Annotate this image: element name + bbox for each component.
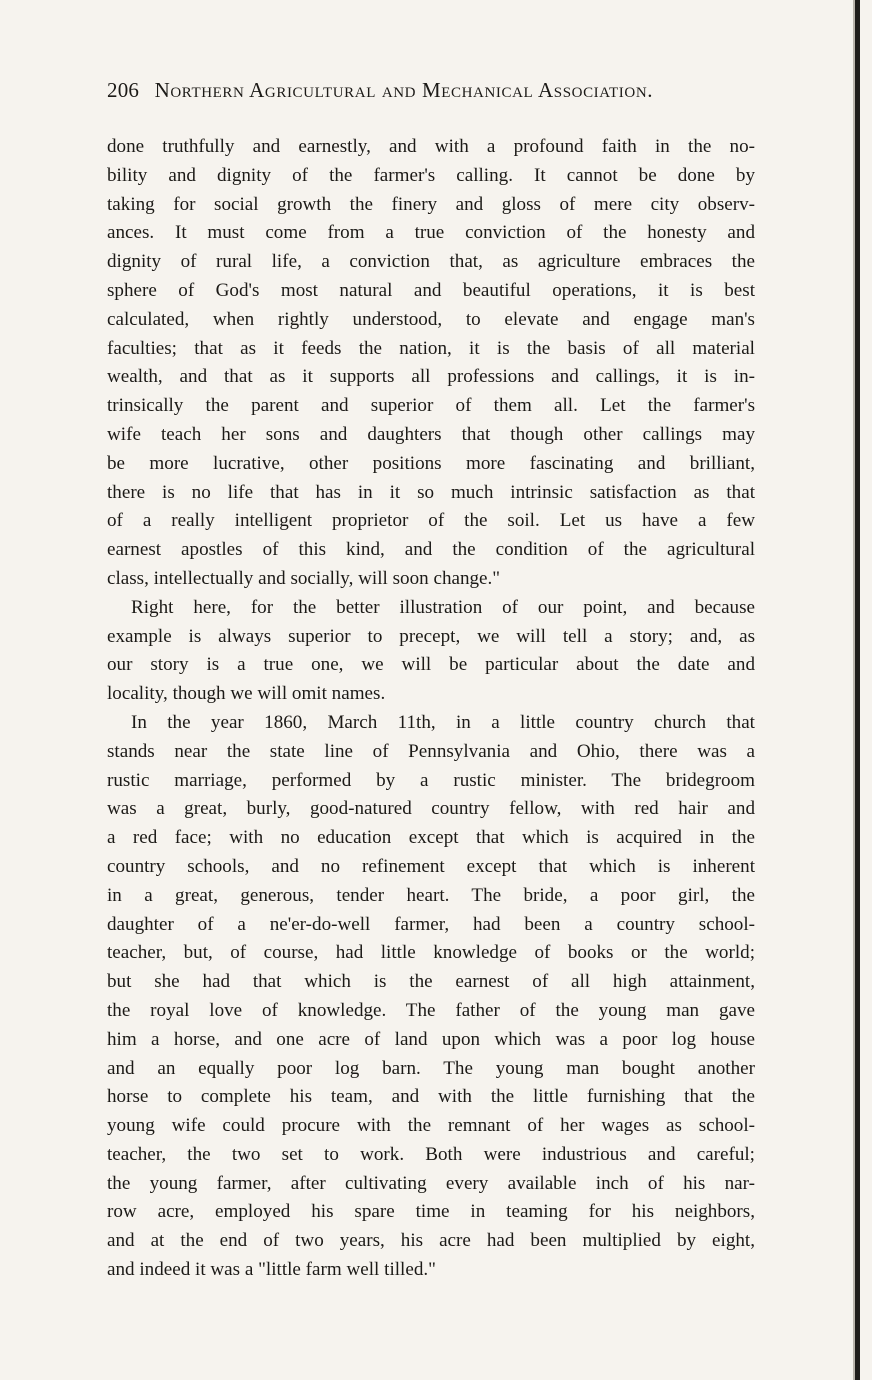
text-line: example is always superior to precept, we will tell a story; and, as — [107, 625, 755, 647]
running-head: Northern Agricultural and Mechanical Association. — [154, 78, 654, 102]
text-line: locality, though we will omit names. — [107, 683, 386, 705]
text-line: rustic marriage, performed by a rustic minister. The bridegroom — [107, 769, 755, 791]
binding-edge — [855, 0, 860, 1380]
text-line: ances. It must come from a true conviction of the honesty and — [107, 222, 755, 244]
body-text — [107, 133, 755, 1285]
text-line: class, intellectually and socially, will soon change." — [107, 567, 501, 589]
text-line: country schools, and no refinement except that which is inherent — [107, 855, 755, 877]
paragraph-1 — [107, 133, 755, 594]
text-line: but she had that which is the earnest of all high attainment, — [107, 971, 755, 993]
text-line: stands near the state line of Pennsylvania and Ohio, there was a — [107, 740, 755, 762]
text-line: calculated, when rightly understood, to elevate and engage man's — [107, 308, 755, 330]
text-line: done truthfully and earnestly, and with a profound faith in the no- — [107, 136, 755, 157]
page-header — [107, 76, 757, 104]
text-line: a red face; with no education except that which is acquired in the — [107, 827, 755, 849]
page-number: 206 — [107, 78, 140, 102]
text-line: daughter of a ne'er-do-well farmer, had been a country school- — [107, 913, 755, 935]
paragraph-2 — [107, 594, 755, 709]
text-line: wife teach her sons and daughters that though other callings may — [107, 423, 755, 445]
text-line: the young farmer, after cultivating every available inch of his nar- — [107, 1172, 755, 1194]
text-line: trinsically the parent and superior of them all. Let the farmer's — [107, 395, 755, 417]
text-line: and an equally poor log barn. The young man bought another — [107, 1057, 755, 1079]
text-line: In the year 1860, March 11th, in a little country church that — [131, 711, 755, 733]
text-line: teacher, but, of course, had little knowledge of books or the world; — [107, 942, 755, 964]
text-line: in a great, generous, tender heart. The bride, a poor girl, the — [107, 884, 755, 906]
text-line: horse to complete his team, and with the little furnishing that the — [107, 1086, 755, 1108]
text-line: teacher, the two set to work. Both were industrious and careful; — [107, 1143, 755, 1165]
text-line: the royal love of knowledge. The father of the young man gave — [107, 999, 755, 1021]
text-line: young wife could procure with the remnant of her wages as school- — [107, 1115, 755, 1137]
text-line: and indeed it was a "little farm well tilled." — [107, 1259, 436, 1281]
text-line: and at the end of two years, his acre had been multiplied by eight, — [107, 1230, 755, 1252]
text-line: row acre, employed his spare time in teaming for his neighbors, — [107, 1201, 755, 1223]
text-line: of a really intelligent proprietor of the soil. Let us have a few — [107, 510, 755, 532]
text-line: dignity of rural life, a conviction that, as agriculture embraces the — [107, 251, 755, 273]
text-line: earnest apostles of this kind, and the condition of the agricultural — [107, 539, 755, 561]
text-line: faculties; that as it feeds the nation, it is the basis of all material — [107, 337, 755, 359]
paragraph-3 — [107, 709, 755, 1285]
text-line: bility and dignity of the farmer's calling. It cannot be done by — [107, 164, 755, 186]
text-line: sphere of God's most natural and beautiful operations, it is best — [107, 279, 755, 301]
text-line: taking for social growth the finery and gloss of mere city observ- — [107, 193, 755, 215]
text-line: be more lucrative, other positions more fascinating and brilliant, — [107, 452, 755, 474]
text-line: Right here, for the better illustration of our point, and because — [131, 596, 755, 618]
text-line: our story is a true one, we will be particular about the date and — [107, 654, 755, 676]
text-line: wealth, and that as it supports all professions and callings, it is in- — [107, 366, 755, 388]
text-line: there is no life that has in it so much intrinsic satisfaction as that — [107, 481, 755, 503]
text-line: was a great, burly, good-natured country fellow, with red hair and — [107, 798, 755, 820]
text-line: him a horse, and one acre of land upon which was a poor log house — [107, 1028, 755, 1050]
